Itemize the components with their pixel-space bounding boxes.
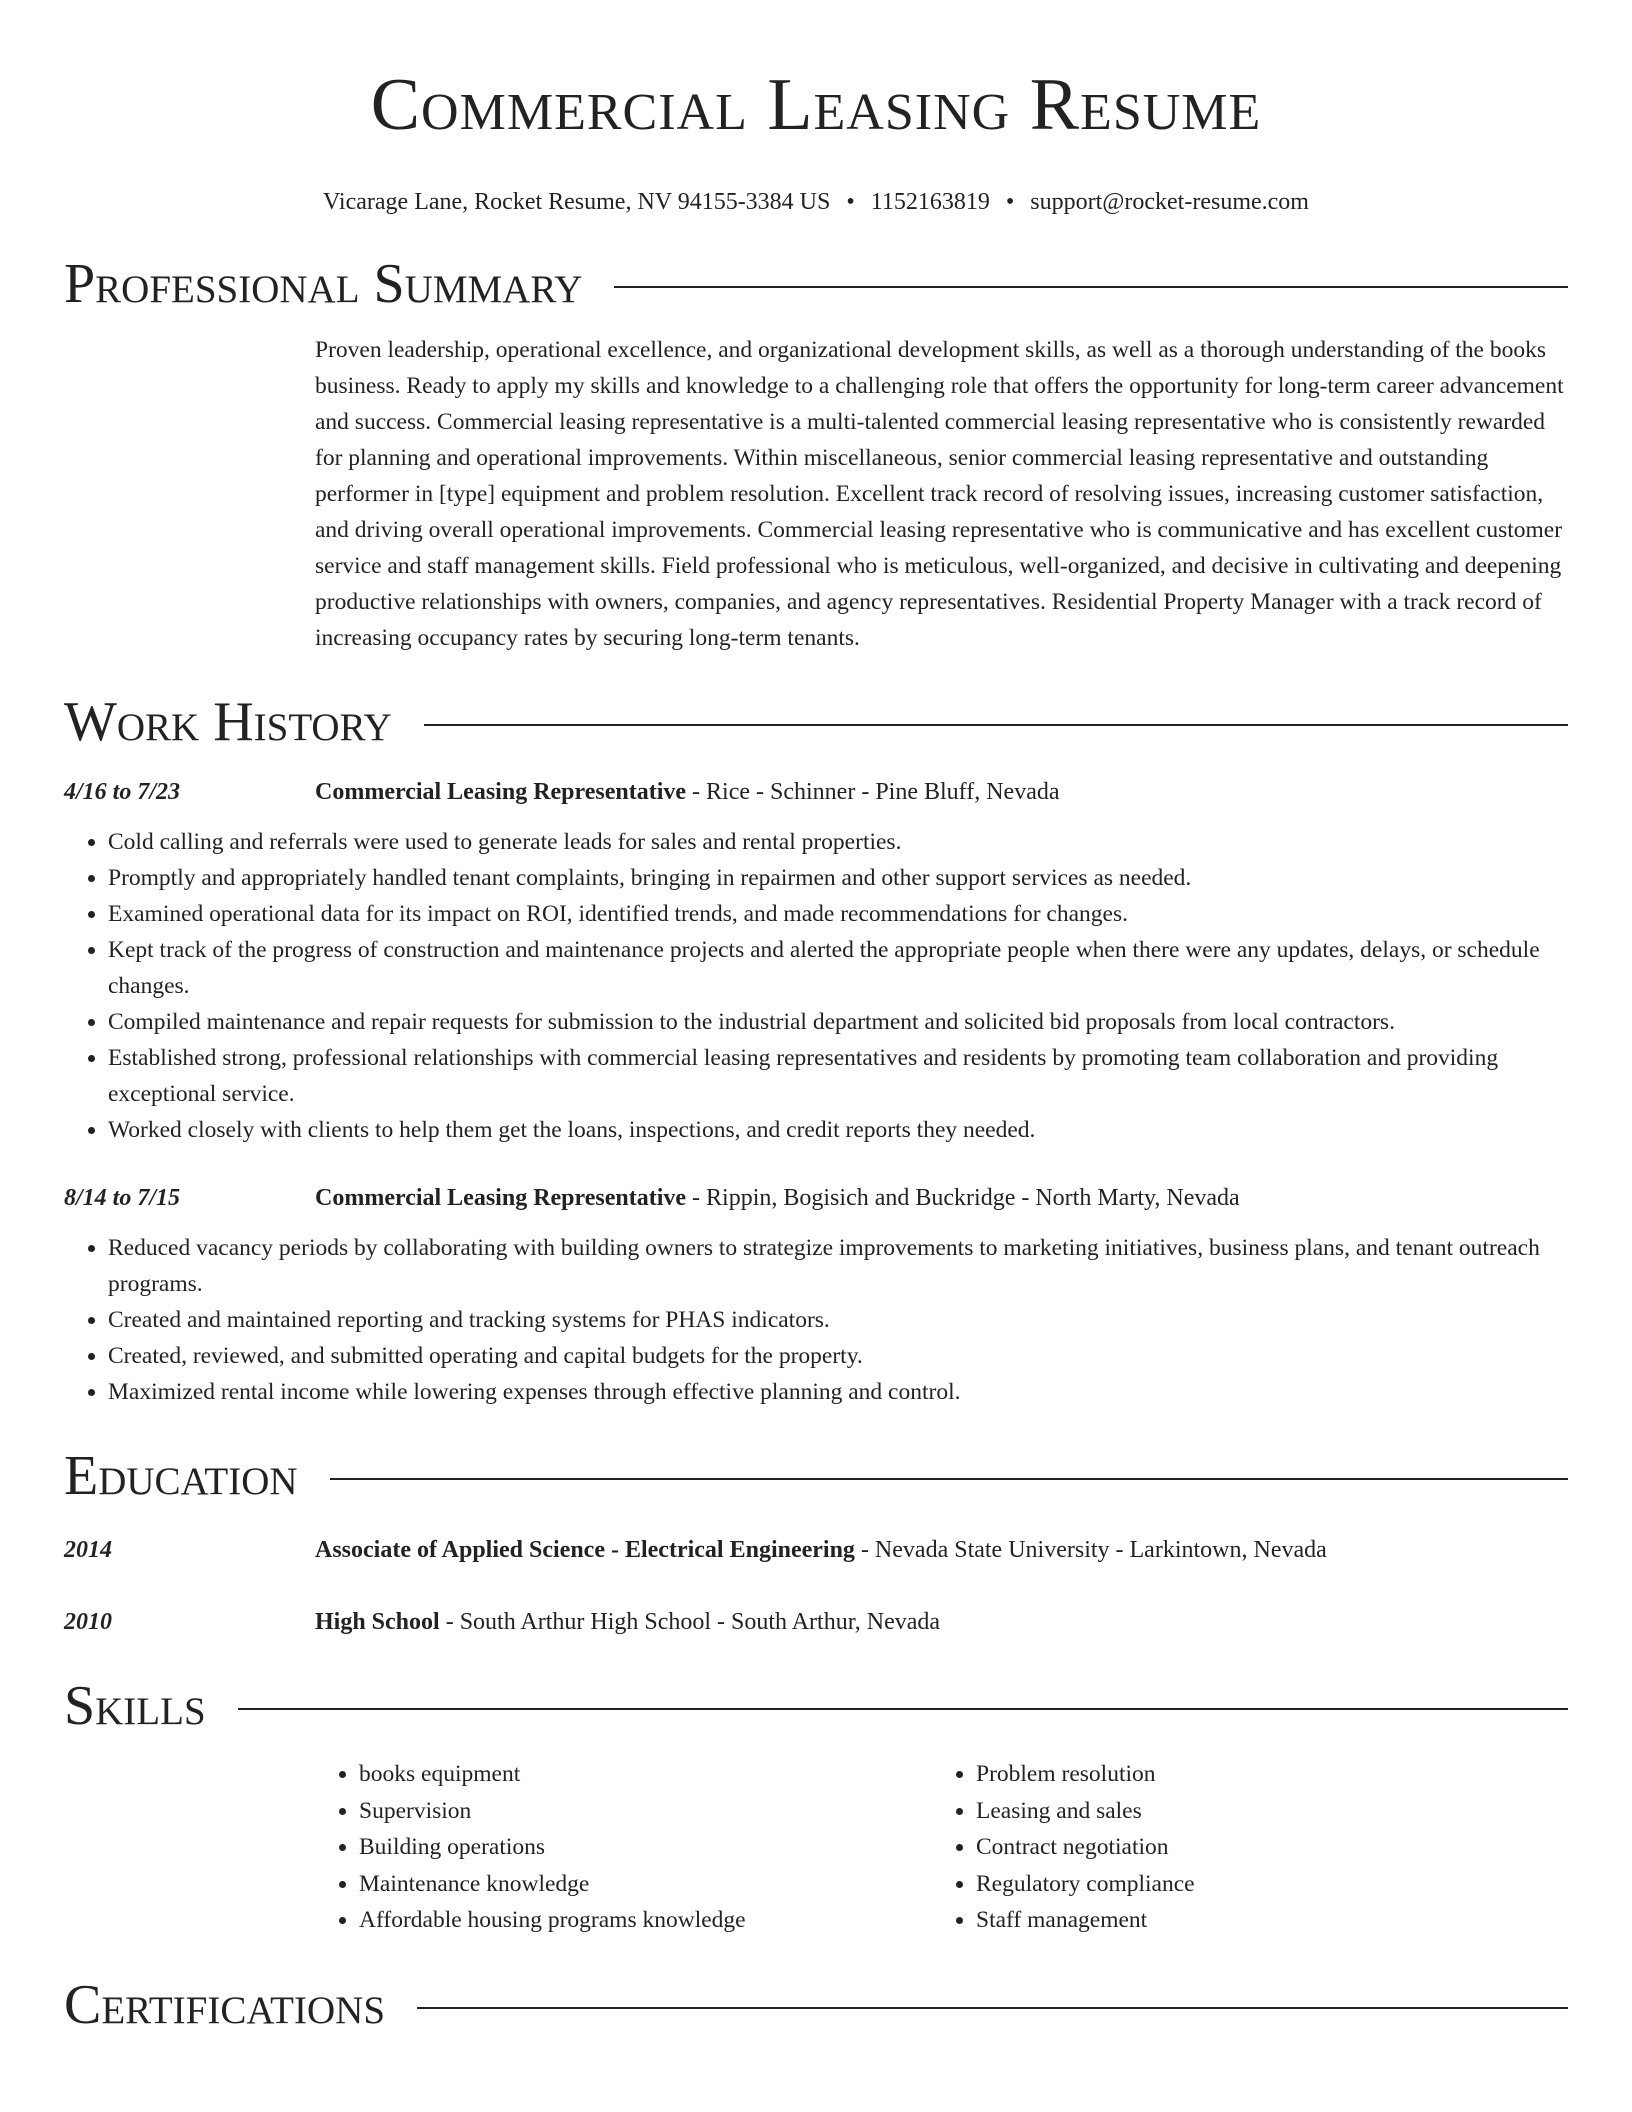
- section-divider: [417, 2007, 1568, 2009]
- job-title-line: [315, 774, 1568, 810]
- job-header: [64, 1180, 1568, 1216]
- contact-separator: •: [846, 189, 855, 215]
- list-item: • Worked closely with clients to help them get the loans, inspections, and credit reports they needed.: [108, 1112, 1568, 1148]
- skills-list: [315, 1756, 1568, 1939]
- list-item: • Maximized rental income while lowering expenses through effective planning and control.: [108, 1374, 1568, 1410]
- contact-line: [64, 186, 1568, 218]
- job-title: Commercial Leasing Representative: [315, 779, 687, 805]
- job-dates: 4/16 to 7/23: [64, 779, 181, 805]
- education-school: - Nevada State University - Larkintown, Nevada: [854, 1537, 1327, 1563]
- summary-section-header: [64, 254, 1568, 314]
- skill-item: • Contract negotiation: [976, 1829, 1195, 1866]
- list-item: • Examined operational data for its impact on ROI, identified trends, and made recommendations for changes.: [108, 896, 1568, 932]
- education-section-header: [64, 1446, 1568, 1506]
- section-divider: [238, 1708, 1568, 1710]
- job-company: - Rippin, Bogisich and Buckridge - North Marty, Nevada: [686, 1185, 1240, 1211]
- section-divider: [614, 286, 1568, 288]
- contact-phone: 1152163819: [870, 189, 990, 215]
- section-divider: [330, 1478, 1568, 1480]
- education-line: [315, 1604, 1568, 1640]
- section-heading: Certifications: [64, 1973, 386, 2036]
- education-line: [315, 1532, 1568, 1568]
- list-item: • Cold calling and referrals were used to generate leads for sales and rental properties.: [108, 824, 1568, 860]
- contact-separator: •: [1005, 189, 1015, 215]
- list-item: • Created and maintained reporting and tracking systems for PHAS indicators.: [108, 1302, 1568, 1338]
- list-item: • Promptly and appropriately handled tenant complaints, bringing in repairmen and other support services as needed.: [108, 860, 1568, 896]
- job-bullets: [64, 1230, 1568, 1410]
- education-degree: Associate of Applied Science - Electrical Engineering: [315, 1537, 855, 1563]
- section-heading: Skills: [64, 1675, 206, 1737]
- education-year: 2010: [64, 1609, 112, 1635]
- skill-item: • Affordable housing programs knowledge: [359, 1902, 976, 1939]
- list-item: • Compiled maintenance and repair requests for submission to the industrial department and solicited bid proposals from local contractors.: [108, 1004, 1568, 1040]
- job-entry: [64, 774, 1568, 1148]
- education-year: 2014: [64, 1537, 112, 1563]
- work-history-section-header: [64, 692, 1568, 752]
- section-divider: [424, 724, 1568, 726]
- skill-item: • Building operations: [359, 1829, 976, 1866]
- list-item: • Created, reviewed, and submitted operating and capital budgets for the property.: [108, 1338, 1568, 1374]
- contact-email[interactable]: support@rocket-resume.com: [1030, 189, 1309, 215]
- skill-item: • Regulatory compliance: [976, 1866, 1195, 1903]
- summary-text: Proven leadership, operational excellence, and organizational development skills, as well as a thorough understanding of the books business. Ready to apply my skills and knowledge to a challenging role that offers the opportunity for long-term career advancement and success. Commercial leasing representative is a multi-talented commercial leasing representative who is consistently rewarded for planning and operational improvements. Within miscellaneous, senior commercial leasing representative and outstanding performer in [type] equipment and problem resolution. Excellent track record of resolving issues, increasing customer satisfaction, and driving overall operational improvements. Commercial leasing representative who is communicative and has excellent customer service and staff management skills. Field professional who is meticulous, well-organized, and decisive in cultivating and deepening productive relationships with owners, companies, and agency representatives. Residential Property Manager with a track record of increasing occupancy rates by securing long-term tenants.: [315, 337, 1564, 651]
- skill-item: • Staff management: [976, 1902, 1195, 1939]
- education-entry: [64, 1604, 1568, 1640]
- skills-section-header: [64, 1676, 1568, 1736]
- certifications-section-header: [64, 1975, 1568, 2035]
- job-header: [64, 774, 1568, 810]
- skills-column-left: [315, 1756, 976, 1939]
- education-degree: High School: [315, 1609, 440, 1635]
- job-title-line: [315, 1180, 1568, 1216]
- section-heading: Work History: [64, 691, 392, 753]
- skill-item: • Maintenance knowledge: [359, 1866, 976, 1903]
- education-school: - South Arthur High School - South Arthur, Nevada: [439, 1609, 941, 1635]
- education-entry: [64, 1532, 1568, 1568]
- job-dates: 8/14 to 7/15: [64, 1185, 181, 1211]
- page-title: Commercial Leasing Resume: [370, 64, 1262, 146]
- job-company: - Rice - Schinner - Pine Bluff, Nevada: [686, 779, 1060, 805]
- list-item: • Kept track of the progress of construction and maintenance projects and alerted the appropriate people when there were any updates, delays, or schedule changes.: [108, 932, 1568, 1004]
- list-item: • Reduced vacancy periods by collaborating with building owners to strategize improvements to marketing initiatives, business plans, and tenant outreach programs.: [108, 1230, 1568, 1302]
- job-bullets: [64, 824, 1568, 1148]
- job-entry: [64, 1180, 1568, 1410]
- contact-address: Vicarage Lane, Rocket Resume, NV 94155-3384 US: [323, 189, 831, 215]
- section-heading: Education: [64, 1445, 298, 1507]
- skill-item: • Supervision: [359, 1793, 976, 1830]
- list-item: • Established strong, professional relationships with commercial leasing representatives and residents by promoting team collaboration and providing exceptional service.: [108, 1040, 1568, 1112]
- section-heading: Professional Summary: [64, 253, 583, 315]
- skills-column-right: [932, 1756, 1195, 1939]
- job-title: Commercial Leasing Representative: [315, 1185, 687, 1211]
- skill-item: • books equipment: [359, 1756, 976, 1793]
- skill-item: • Problem resolution: [976, 1756, 1195, 1793]
- skill-item: • Leasing and sales: [976, 1793, 1195, 1830]
